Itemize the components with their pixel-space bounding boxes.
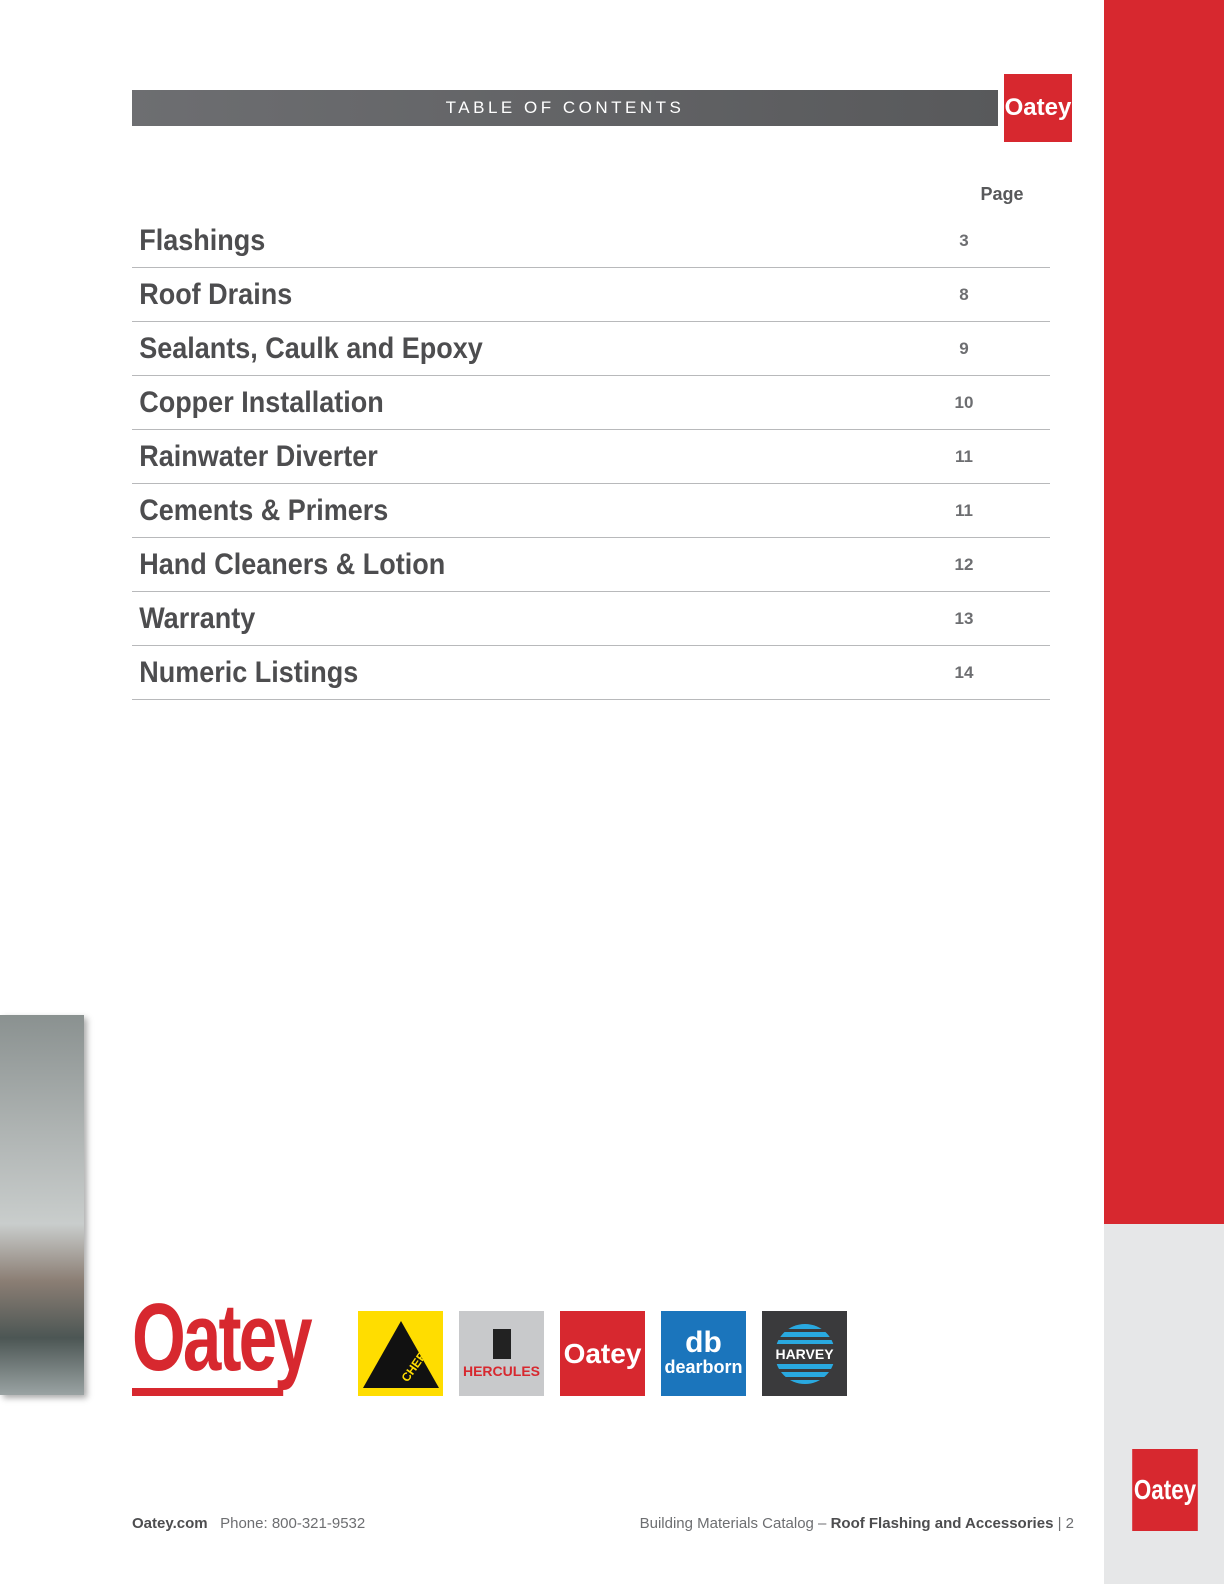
side-band-red	[1104, 0, 1224, 1224]
toc-title: Flashings	[139, 223, 266, 257]
toc-page: 11	[955, 446, 973, 466]
toc-page: 13	[954, 608, 974, 628]
toc-row[interactable]	[132, 592, 1050, 646]
section-name: Roof Flashing and Accessories	[830, 1515, 1054, 1532]
toc-page: 14	[954, 662, 974, 682]
page-number: | 2	[1057, 1515, 1074, 1532]
toc-row[interactable]	[132, 430, 1050, 484]
oatey-logo-bottom: Oatey	[1132, 1449, 1198, 1531]
toc-page: 11	[955, 500, 973, 520]
toc-list	[132, 214, 1050, 700]
toc-title: Sealants, Caulk and Epoxy	[139, 331, 483, 365]
phone: Phone: 800-321-9532	[220, 1515, 366, 1532]
oatey-logo: Oatey	[1004, 74, 1072, 142]
toc-row[interactable]	[132, 268, 1050, 322]
factory-photo	[0, 1015, 84, 1395]
site-link[interactable]: Oatey.com	[132, 1515, 208, 1532]
page-title: TABLE OF CONTENTS	[132, 90, 998, 126]
toc-page: 9	[959, 338, 969, 358]
toc-title: Cements & Primers	[139, 493, 389, 527]
toc-title: Warranty	[139, 601, 256, 635]
toc-title: Roof Drains	[139, 277, 293, 311]
footer-left	[132, 1515, 365, 1532]
harvey-logo: HARVEY	[762, 1311, 847, 1396]
toc-row[interactable]	[132, 484, 1050, 538]
toc-title: Rainwater Diverter	[139, 439, 378, 473]
cherne-logo	[358, 1311, 443, 1396]
page-column-header: Page	[980, 184, 1024, 204]
dearborn-logo: db dearborn	[661, 1311, 746, 1396]
toc-title: Hand Cleaners & Lotion	[139, 547, 446, 581]
toc-row[interactable]	[132, 322, 1050, 376]
toc-row[interactable]	[132, 376, 1050, 430]
toc-row[interactable]	[132, 538, 1050, 592]
footer-right	[640, 1515, 1074, 1532]
toc-row[interactable]	[132, 646, 1050, 700]
toc-title: Numeric Listings	[139, 655, 359, 689]
toc-page: 10	[954, 392, 974, 412]
toc-page: 3	[959, 230, 969, 250]
hercules-logo: HERCULES	[459, 1311, 544, 1396]
toc-page: 12	[954, 554, 974, 574]
brand-logos	[132, 1284, 847, 1396]
toc-title: Copper Installation	[139, 385, 384, 419]
toc-page: 8	[959, 284, 969, 304]
catalog-name: Building Materials Catalog –	[639, 1515, 827, 1532]
toc-row[interactable]	[132, 214, 1050, 268]
oatey-large-logo: Oatey	[132, 1288, 283, 1396]
svg-text:CHERNE: CHERNE	[398, 1334, 439, 1385]
oatey-small-logo: Oatey	[560, 1311, 645, 1396]
